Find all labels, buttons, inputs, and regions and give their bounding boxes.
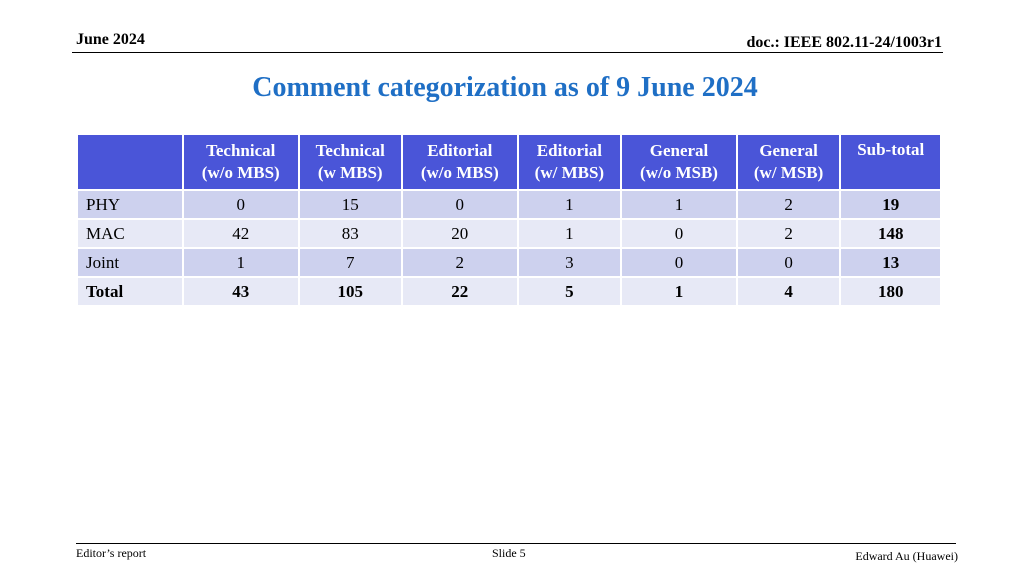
header-divider xyxy=(72,52,943,53)
table-row-joint xyxy=(78,249,940,276)
subtotal-cell: 13 xyxy=(841,249,940,276)
total-cell: 43 xyxy=(184,278,298,305)
table-cell: 15 xyxy=(300,191,402,218)
table-corner-cell xyxy=(78,135,182,189)
total-cell: 4 xyxy=(738,278,840,305)
slide-title: Comment categorization as of 9 June 2024 xyxy=(252,72,758,103)
subtotal-cell: 19 xyxy=(841,191,940,218)
footer-report-label: Editor’s report xyxy=(76,546,147,560)
column-header-subtotal: Sub-total xyxy=(841,135,940,189)
column-header-general-wo-msb: General (w/o MSB) xyxy=(622,135,736,189)
table-cell: 42 xyxy=(184,220,298,247)
table-cell: 1 xyxy=(519,220,621,247)
header-doc-id: doc.: IEEE 802.11-24/1003r1 xyxy=(746,34,942,51)
table-header-row xyxy=(78,135,940,189)
table-cell: 0 xyxy=(403,191,517,218)
column-header-technical-wo-mbs: Technical (w/o MBS) xyxy=(184,135,298,189)
table-cell: 7 xyxy=(300,249,402,276)
total-cell: 22 xyxy=(403,278,517,305)
column-header-general-w-msb: General (w/ MSB) xyxy=(738,135,840,189)
total-cell: 1 xyxy=(622,278,736,305)
total-cell: 5 xyxy=(519,278,621,305)
table-row-mac xyxy=(78,220,940,247)
table-cell: 3 xyxy=(519,249,621,276)
table-cell: 2 xyxy=(738,220,840,247)
table-cell: 2 xyxy=(738,191,840,218)
row-label: Total xyxy=(78,278,182,305)
total-cell: 105 xyxy=(300,278,402,305)
table-cell: 0 xyxy=(184,191,298,218)
table-row-phy xyxy=(78,191,940,218)
comment-table xyxy=(76,133,942,307)
table-cell: 0 xyxy=(738,249,840,276)
table-cell: 1 xyxy=(622,191,736,218)
table-cell: 1 xyxy=(519,191,621,218)
column-header-editorial-wo-mbs: Editorial (w/o MBS) xyxy=(403,135,517,189)
row-label: MAC xyxy=(78,220,182,247)
subtotal-cell: 148 xyxy=(841,220,940,247)
header-date: June 2024 xyxy=(76,31,145,48)
slide-number: Slide 5 xyxy=(492,546,526,560)
table-cell: 1 xyxy=(184,249,298,276)
grand-total-cell: 180 xyxy=(841,278,940,305)
table-cell: 0 xyxy=(622,220,736,247)
table-cell: 0 xyxy=(622,249,736,276)
table-row-total xyxy=(78,278,940,305)
footer-divider xyxy=(76,543,956,544)
table-cell: 83 xyxy=(300,220,402,247)
table-cell: 20 xyxy=(403,220,517,247)
footer-author: Edward Au (Huawei) xyxy=(855,549,958,563)
row-label: Joint xyxy=(78,249,182,276)
column-header-technical-w-mbs: Technical (w MBS) xyxy=(300,135,402,189)
row-label: PHY xyxy=(78,191,182,218)
table-cell: 2 xyxy=(403,249,517,276)
column-header-editorial-w-mbs: Editorial (w/ MBS) xyxy=(519,135,621,189)
